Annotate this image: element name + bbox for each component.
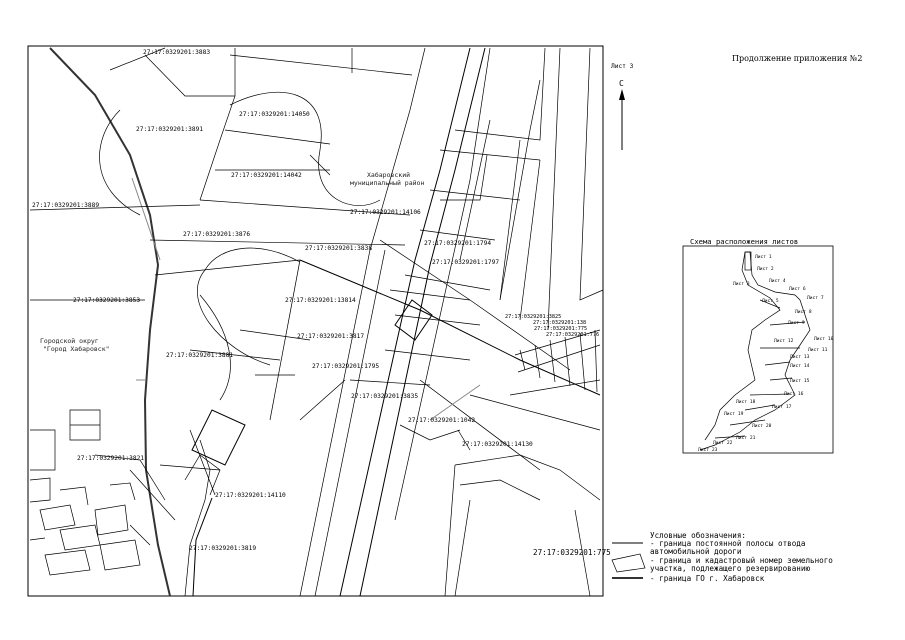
sheet-label: Лист 3 — [611, 63, 634, 70]
sheet-index-label: Лист 13 — [790, 355, 810, 360]
map-legend — [533, 531, 833, 583]
parcel-labels — [32, 49, 599, 552]
parcel-label: 27:17:0329201:138 — [533, 320, 587, 326]
svg-text:Хабаровский: Хабаровский — [367, 171, 411, 179]
parcel-label: 27:17:0329201:1042 — [408, 417, 476, 424]
sheet-index-label: Лист 6 — [789, 287, 806, 292]
parcel-label: 27:17:0329201:14042 — [231, 172, 302, 179]
legend-sample-number: 27:17:0329201:775 — [533, 548, 611, 557]
svg-text:"Город Хабаровск": "Город Хабаровск" — [43, 345, 110, 353]
sheet-index-label: Лист 22 — [713, 441, 733, 446]
scheme-title: Схема расположения листов — [690, 237, 799, 246]
map-linework — [30, 48, 603, 596]
legend-heading: Условные обозначения: — [650, 531, 747, 540]
parcel-label: 27:17:0329201:3889 — [32, 202, 100, 209]
svg-text:- граница постоянной полосы от: - граница постоянной полосы отвода — [650, 539, 806, 548]
svg-text:участка, подлежащего резервиро: участка, подлежащего резервированию — [650, 564, 811, 573]
svg-text:- граница и кадастровый номер: - граница и кадастровый номер земельного — [650, 556, 833, 565]
parcel-label: 27:17:0329201:14110 — [215, 492, 286, 499]
parcel-label: 27:17:0329201:3883 — [143, 49, 211, 56]
sheet-index-label: Лист 17 — [772, 405, 792, 410]
parcel-label: 27:17:0329201:3853 — [73, 297, 141, 304]
north-arrow-icon — [619, 79, 625, 150]
svg-text:- граница ГО г. Хабаровск: - граница ГО г. Хабаровск — [650, 574, 765, 583]
parcel-label: 27:17:0329201:3891 — [136, 126, 204, 133]
parcel-label: 27:17:0329201:776 — [546, 332, 600, 338]
parcel-boundary-icon — [612, 554, 645, 572]
svg-text:С: С — [619, 79, 624, 88]
parcel-label: 27:17:0329201:775 — [534, 326, 588, 332]
parcel-label: 27:17:0329201:3817 — [297, 333, 365, 340]
parcel-label: 27:17:0329201:13814 — [285, 297, 356, 304]
parcel-label: 27:17:0329201:3821 — [77, 455, 145, 462]
parcel-label: 27:17:0329201:1797 — [432, 259, 500, 266]
sheet-index-label: Лист 8 — [795, 310, 812, 315]
parcel-label: 27:17:0329201:1794 — [424, 240, 492, 247]
sheet-index-label: Лист 15 — [790, 379, 810, 384]
parcel-label: 27:17:0329201:1795 — [312, 363, 380, 370]
sheet-index-label: Лист 9 — [788, 321, 805, 326]
sheet-index-label: Лист 23 — [698, 448, 718, 453]
sheet-index-label: Лист 14 — [790, 364, 810, 369]
parcel-label: 27:17:0329201:3819 — [189, 545, 257, 552]
parcel-label: 27:17:0329201:3835 — [351, 393, 419, 400]
sheet-index-label: Лист 19 — [724, 412, 744, 417]
sheet-index-label: Лист 20 — [752, 424, 772, 429]
appendix-title: Продолжение приложения №2 — [732, 54, 863, 63]
svg-text:автомобильной дороги: автомобильной дороги — [650, 547, 742, 556]
parcel-label: 27:17:0329201:14050 — [239, 111, 310, 118]
sheet-index-label: Лист 11 — [808, 348, 828, 353]
parcel-label: 27:17:0329201:3825 — [505, 314, 562, 320]
sheet-index-label: Лист 21 — [736, 436, 756, 441]
sheet-index-label: Лист 16 — [784, 392, 804, 397]
svg-text:Городской округ: Городской округ — [40, 337, 99, 345]
sheet-index-label: Лист 5 — [762, 299, 779, 304]
sheet-index-label: Лист 1 — [755, 255, 772, 260]
city-district-label — [40, 337, 110, 353]
sheet-index-label: Лист 4 — [769, 279, 786, 284]
parcel-label: 27:17:0329201:3838 — [305, 245, 373, 252]
svg-text:муниципальный район: муниципальный район — [350, 179, 425, 187]
parcel-label: 27:17:0329201:14130 — [462, 441, 533, 448]
sheet-layout-scheme — [683, 237, 834, 453]
sheet-index-label: Лист 7 — [807, 296, 824, 301]
parcel-label: 27:17:0329201:3881 — [166, 352, 234, 359]
municipal-district-label — [350, 171, 424, 187]
sheet-index-label: Лист 12 — [774, 339, 794, 344]
parcel-label: 27:17:0329201:14106 — [350, 209, 421, 216]
sheet-index-label: Лист 10 — [814, 337, 834, 342]
sheet-index-label: Лист 18 — [736, 400, 756, 405]
parcel-label: 27:17:0329201:3876 — [183, 231, 251, 238]
sheet-index-label: Лист 2 — [757, 267, 774, 272]
sheet-index-label: Лист 3 — [733, 282, 750, 287]
